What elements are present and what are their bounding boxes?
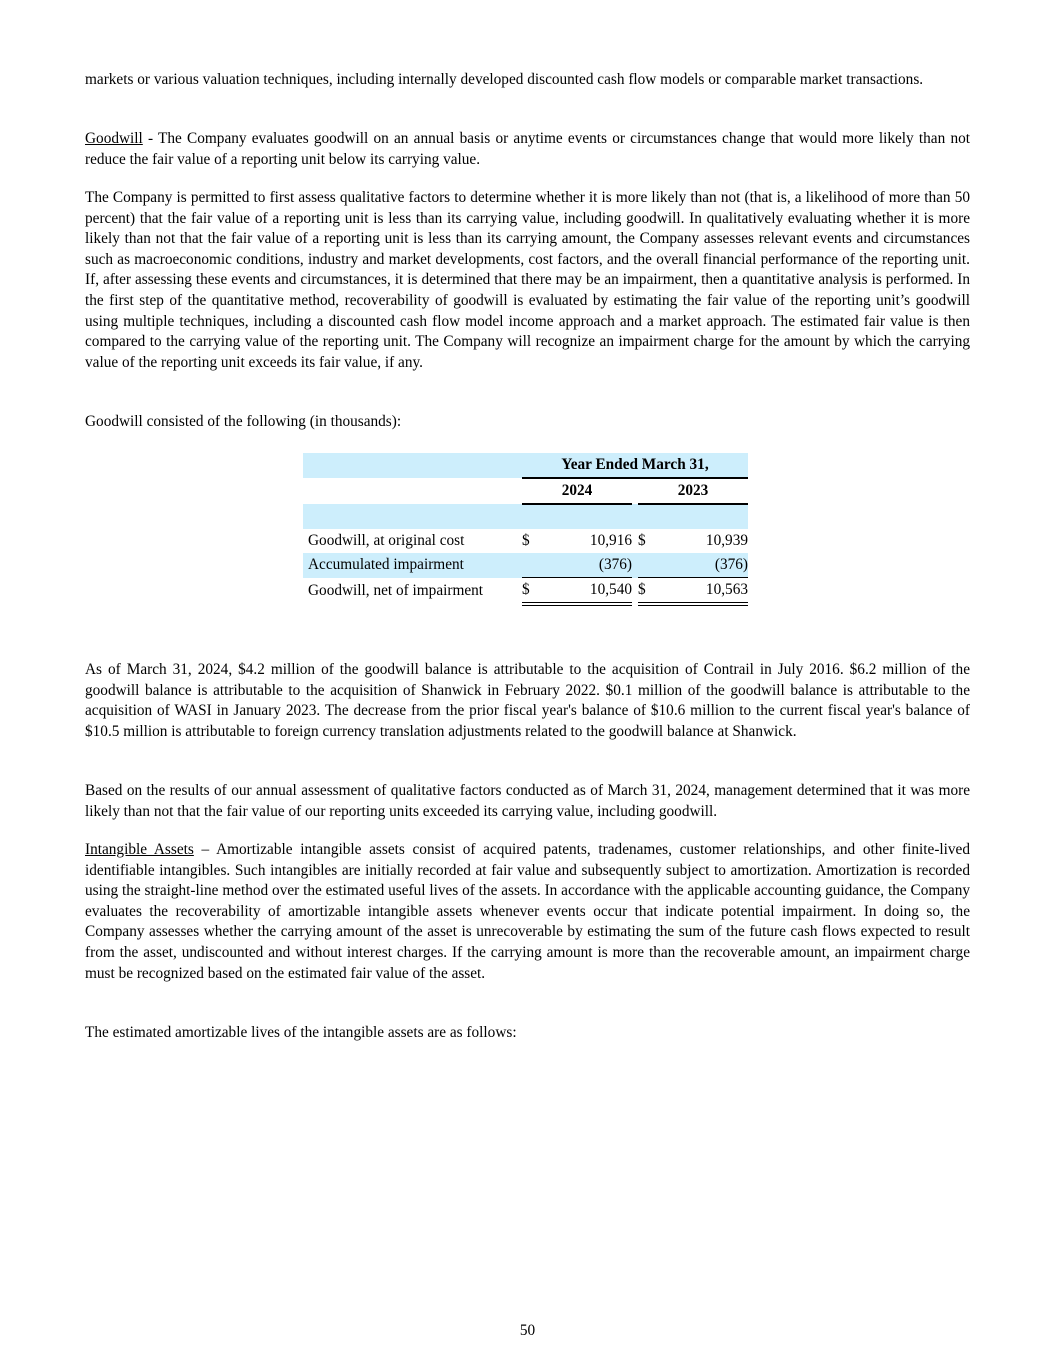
year-2024: 2024 [522, 478, 632, 504]
goodwill-paragraph [85, 129, 970, 170]
table-row [303, 553, 748, 578]
paragraph: Goodwill consisted of the following (in thousands): [85, 413, 402, 430]
value-2023: (376) [658, 553, 748, 578]
column-group-header: Year Ended March 31, [522, 453, 748, 478]
row-label: Goodwill, at original cost [308, 532, 465, 549]
table-year-row [303, 478, 748, 504]
paragraph-text: - The Company evaluates goodwill on an annual basis or anytime events or circumstances change that would more likely than not reduce the fair value of a reporting unit below its carrying value. [85, 130, 970, 168]
paragraph: The Company is permitted to first assess qualitative factors to determine whether it is more likely than not (that is, a likelihood of more than 50 percent) that the fair value of a reporting unit is less than its carrying value, including goodwill. In qualitatively evaluating whether it is more likely than not that the fair value of a reporting unit is less than its carrying amount, the Company assesses relevant events and circumstances such as macroeconomic conditions, industry and market developments, cost factors, and the overall financial performance of the reporting unit. If, after assessing these events and circumstances, it is determined that there may be an impairment, then a quantitative analysis is performed. In the first step of the quantitative method, recoverability of goodwill is evaluated by estimating the fair value of the reporting unit’s goodwill using multiple techniques, including a discounted cash flow model income approach and a market approach. The estimated fair value is then compared to the carrying value of the reporting unit. The Company will recognize an impairment charge for the amount by which the carrying value of the reporting unit exceeds its fair value, if any. [85, 189, 970, 371]
paragraph: markets or various valuation techniques, including internally developed discounted cash flow models or comparable market transactions. [85, 71, 924, 88]
paragraph: As of March 31, 2024, $4.2 million of the goodwill balance is attributable to the acquisition of Contrail in July 2016. $6.2 million of the goodwill balance is attributable to the acquisition of Shanwick in February 2022. $0.1 million of the goodwill balance is attributable to the acquisition of WASI in January 2023. The decrease from the prior fiscal year's balance of $10.6 million to the current fiscal year's balance of $10.5 million is attributable to foreign currency translation adjustments related to the goodwill balance at Shanwick. [85, 661, 970, 740]
page-number: 50 [519, 1322, 536, 1339]
paragraph: Based on the results of our annual assessment of qualitative factors conducted as of March 31, 2024, management determined that it was more likely than not that the fair value of our reporting units exceeded its carrying value, including goodwill. [85, 782, 970, 820]
value-2024: 10,916 [589, 532, 632, 549]
value-2024: 10,540 [542, 578, 632, 605]
value-2023: 10,939 [705, 532, 748, 549]
value-2023: 10,563 [658, 578, 748, 605]
paragraph-text: – Amortizable intangible assets consist of acquired patents, tradenames, customer relationships, and other finite-lived identifiable intangibles. Such intangibles are initially recorded at fair value and subsequently subject to amortization. Amortization is recorded using the straight-line method over the estimated useful lives of the assets. In accordance with the applicable accounting guidance, the Company evaluates the recoverability of amortizable intangible assets whenever events occur that indicate potential impairment. In doing so, the Company assesses whether the carrying amount of the asset is unrecoverable by estimating the sum of the future cash flows expected to result from the asset, undiscounted and without interest charges. If the carrying amount is more than the recoverable amount, an impairment charge must be recognized based on the estimated fair value of the asset. [85, 841, 970, 982]
row-label: Goodwill, net of impairment [308, 581, 484, 599]
row-label: Accumulated impairment [303, 553, 522, 578]
value-2024: (376) [542, 553, 632, 578]
currency: $ [638, 578, 658, 605]
currency: $ [638, 532, 646, 549]
year-2023: 2023 [638, 478, 748, 504]
currency [522, 553, 542, 578]
goodwill-table [303, 453, 748, 606]
table-spacer-row [303, 504, 748, 529]
currency [638, 553, 658, 578]
goodwill-heading: Goodwill [85, 130, 143, 147]
table-header-row [303, 453, 748, 478]
table-row [303, 529, 748, 553]
currency: $ [522, 578, 542, 605]
currency: $ [522, 532, 530, 549]
table-row-total [303, 578, 748, 605]
intangible-paragraph [85, 840, 970, 984]
paragraph: The estimated amortizable lives of the intangible assets are as follows: [85, 1024, 517, 1041]
intangible-heading: Intangible Assets [85, 841, 194, 858]
